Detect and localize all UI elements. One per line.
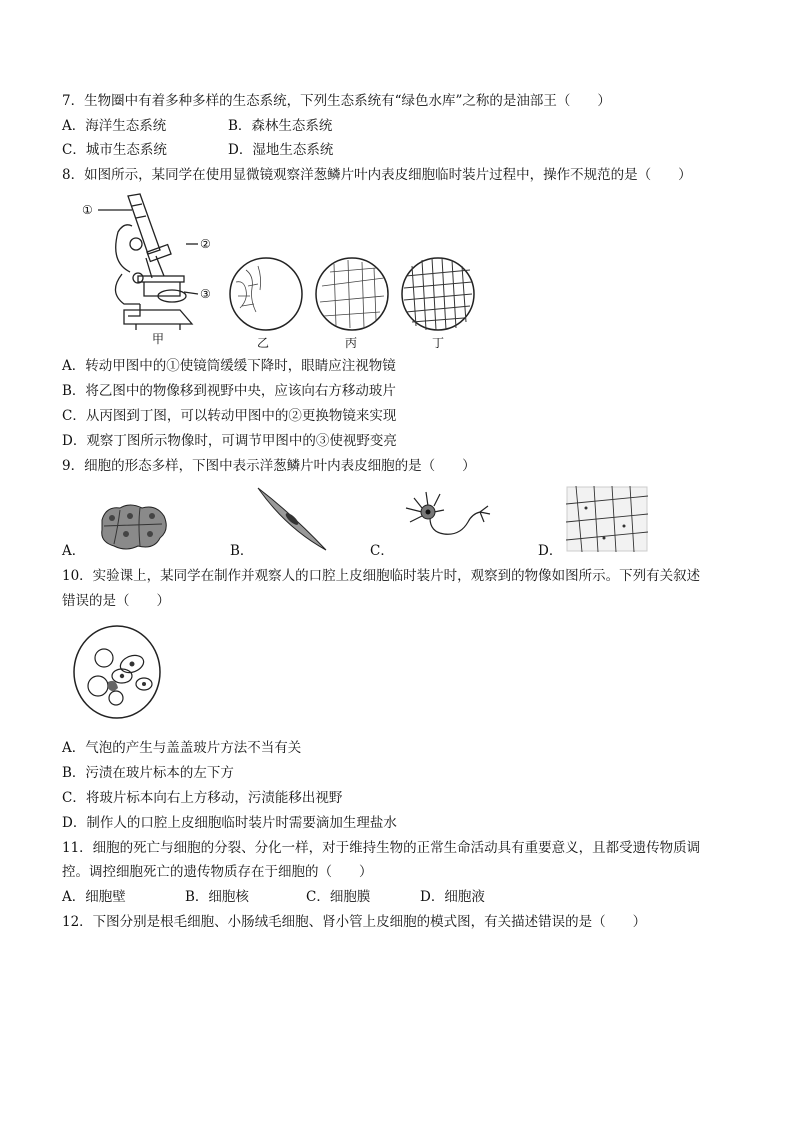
q7-option-c: C．城市生态系统 (62, 142, 167, 158)
figure-label-ding: 丁 (432, 336, 445, 350)
q11-option-c: C．细胞膜 (306, 889, 371, 905)
q11-stem-line2: 控。调控细胞死亡的遗传物质存在于细胞的（ ） (62, 864, 373, 880)
mouth-cell-view-figure (72, 624, 162, 720)
q12-stem: 12．下图分别是根毛细胞、小肠绒毛细胞、肾小管上皮细胞的模式图，有关描述错误的是（ ） (62, 914, 647, 930)
q10-stem-line2: 错误的是（ ） (62, 593, 170, 609)
q7-option-a: A．海洋生态系统 (62, 118, 167, 134)
q10-stem-line1: 10．实验课上，某同学在制作并观察人的口腔上皮细胞临时装片时，观察到的物像如图所示。下列有关叙述 (62, 568, 701, 584)
q7-option-b: B．森林生态系统 (228, 118, 333, 134)
microscope-label-1: ① (82, 203, 93, 217)
figure-label-yi: 乙 (257, 336, 270, 350)
view-ding-figure (400, 256, 476, 332)
option-b-spindle-cell-figure (252, 484, 332, 554)
q9-option-c: C． (370, 543, 394, 559)
option-d-onion-epidermis-figure (566, 486, 648, 552)
q8-option-b: B．将乙图中的物像移到视野中央，应该向右方移动玻片 (62, 383, 396, 399)
q8-option-a: A．转动甲图中的①使镜筒缓缓下降时，眼睛应注视物镜 (62, 358, 396, 374)
q10-option-a: A．气泡的产生与盖盖玻片方法不当有关 (62, 740, 302, 756)
microscope-label-3: ③ (200, 287, 211, 301)
q9-option-b: B． (230, 543, 254, 559)
figure-label-jia: 甲 (152, 332, 165, 346)
q10-option-c: C．将玻片标本向右上方移动，污渍能移出视野 (62, 790, 343, 806)
q8-option-c: C．从丙图到丁图，可以转动甲图中的②更换物镜来实现 (62, 408, 397, 424)
q10-option-d: D．制作人的口腔上皮细胞临时装片时需要滴加生理盐水 (62, 815, 397, 831)
q11-option-a: A．细胞壁 (62, 889, 126, 905)
option-c-neuron-figure (400, 488, 494, 546)
q11-option-b: B．细胞核 (185, 889, 249, 905)
q7-stem: 7．生物圈中有着多种多样的生态系统，下列生态系统有“绿色水库”之称的是油部王（ ） (62, 93, 611, 109)
view-bing-figure (314, 256, 390, 332)
view-yi-figure (228, 256, 304, 332)
q11-option-d: D．细胞液 (420, 889, 485, 905)
q9-option-d: D． (538, 543, 563, 559)
q9-option-a: A． (62, 543, 86, 559)
q10-option-b: B．污渍在玻片标本的左下方 (62, 765, 234, 781)
figure-label-bing: 丙 (345, 336, 358, 350)
option-a-cell-cluster-figure (96, 500, 170, 552)
microscope-figure (80, 192, 220, 342)
q8-stem: 8．如图所示，某同学在使用显微镜观察洋葱鳞片叶内表皮细胞临时装片过程中，操作不规范的是（ ） (62, 167, 692, 183)
q9-stem: 9．细胞的形态多样，下图中表示洋葱鳞片叶内表皮细胞的是（ ） (62, 458, 476, 474)
q8-option-d: D．观察丁图所示物像时，可调节甲图中的③使视野变亮 (62, 433, 397, 449)
microscope-label-2: ② (200, 237, 211, 251)
q7-option-d: D．湿地生态系统 (228, 142, 334, 158)
q11-stem-line1: 11．细胞的死亡与细胞的分裂、分化一样，对于维持生物的正常生命活动具有重要意义，且都受遗传物质调 (62, 840, 701, 856)
